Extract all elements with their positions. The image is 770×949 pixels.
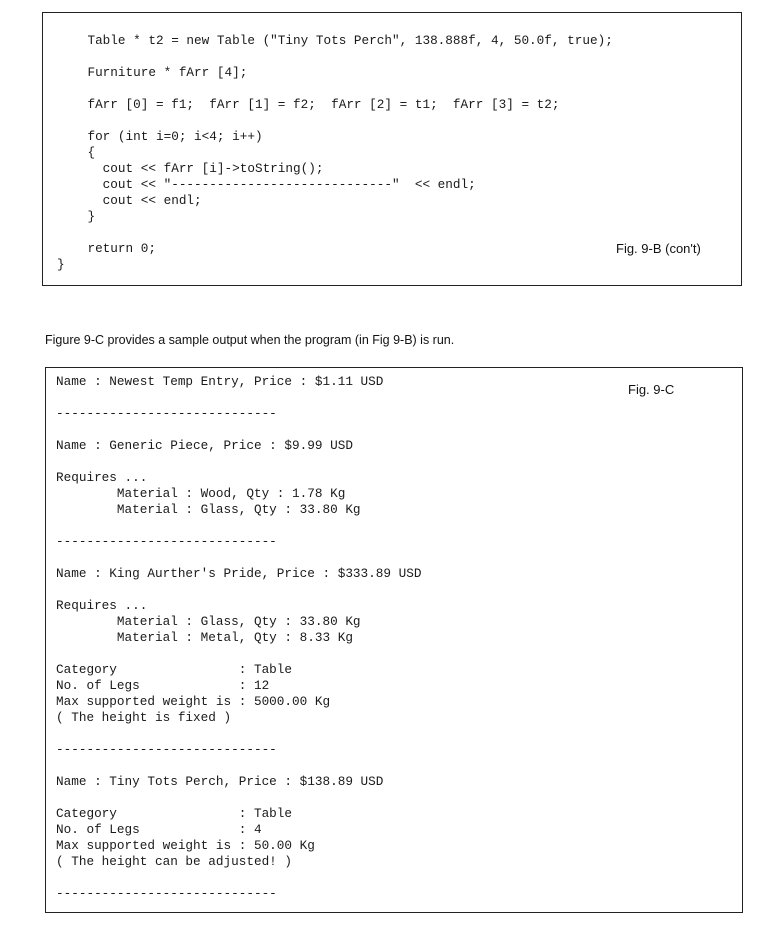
output-line: Max supported weight is : 50.00 Kg (56, 838, 315, 853)
figure-9b-code-box (42, 12, 742, 286)
figure-9c-output (56, 374, 421, 902)
output-line (56, 758, 421, 774)
output-line (56, 454, 421, 470)
code-line: cout << "-----------------------------" << endl; (57, 177, 476, 192)
output-line: Requires ... (56, 598, 148, 613)
code-line: cout << fArr [i]->toString(); (57, 161, 324, 176)
output-line: ----------------------------- (56, 406, 277, 421)
output-line (56, 790, 421, 806)
output-line (56, 646, 421, 662)
code-line (57, 113, 613, 129)
output-line (56, 550, 421, 566)
output-line (56, 422, 421, 438)
output-line: Material : Metal, Qty : 8.33 Kg (56, 630, 353, 645)
output-line: ----------------------------- (56, 534, 277, 549)
code-line (57, 49, 613, 65)
output-line: Category : Table (56, 662, 293, 677)
output-line: Category : Table (56, 806, 293, 821)
code-line: for (int i=0; i<4; i++) (57, 129, 263, 144)
code-line (57, 225, 613, 241)
figure-9b-code (57, 33, 613, 273)
output-line: Max supported weight is : 5000.00 Kg (56, 694, 331, 709)
output-line (56, 726, 421, 742)
code-line: { (57, 145, 96, 160)
figure-9b-caption: Fig. 9-B (con't) (616, 241, 701, 256)
figure-9c-output-box (45, 367, 743, 913)
output-line: Material : Wood, Qty : 1.78 Kg (56, 486, 346, 501)
figure-9c-intro-text: Figure 9-C provides a sample output when the program (in Fig 9-B) is run. (45, 333, 455, 347)
output-line: Name : King Aurther's Pride, Price : $333.89 USD (56, 566, 422, 581)
output-line: Name : Newest Temp Entry, Price : $1.11 USD (56, 374, 384, 389)
code-line: Furniture * fArr [4]; (57, 65, 248, 80)
output-line: Name : Generic Piece, Price : $9.99 USD (56, 438, 353, 453)
output-line: ----------------------------- (56, 886, 277, 901)
code-line: } (57, 209, 96, 224)
figure-9c-caption: Fig. 9-C (628, 382, 675, 397)
code-line: Table * t2 = new Table ("Tiny Tots Perch", 138.888f, 4, 50.0f, true); (57, 33, 613, 48)
output-line: ( The height is fixed ) (56, 710, 232, 725)
output-line (56, 390, 421, 406)
output-line: Material : Glass, Qty : 33.80 Kg (56, 614, 361, 629)
output-line: Name : Tiny Tots Perch, Price : $138.89 USD (56, 774, 384, 789)
output-line: Requires ... (56, 470, 148, 485)
code-line: return 0; (57, 241, 156, 256)
output-line (56, 582, 421, 598)
output-line: ----------------------------- (56, 742, 277, 757)
output-line (56, 870, 421, 886)
output-line: Material : Glass, Qty : 33.80 Kg (56, 502, 361, 517)
code-line: } (57, 257, 65, 272)
output-line: No. of Legs : 12 (56, 678, 270, 693)
output-line: ( The height can be adjusted! ) (56, 854, 293, 869)
output-line: No. of Legs : 4 (56, 822, 262, 837)
code-line: cout << endl; (57, 193, 202, 208)
code-line: fArr [0] = f1; fArr [1] = f2; fArr [2] = t1; fArr [3] = t2; (57, 97, 560, 112)
output-line (56, 518, 421, 534)
code-line (57, 81, 613, 97)
